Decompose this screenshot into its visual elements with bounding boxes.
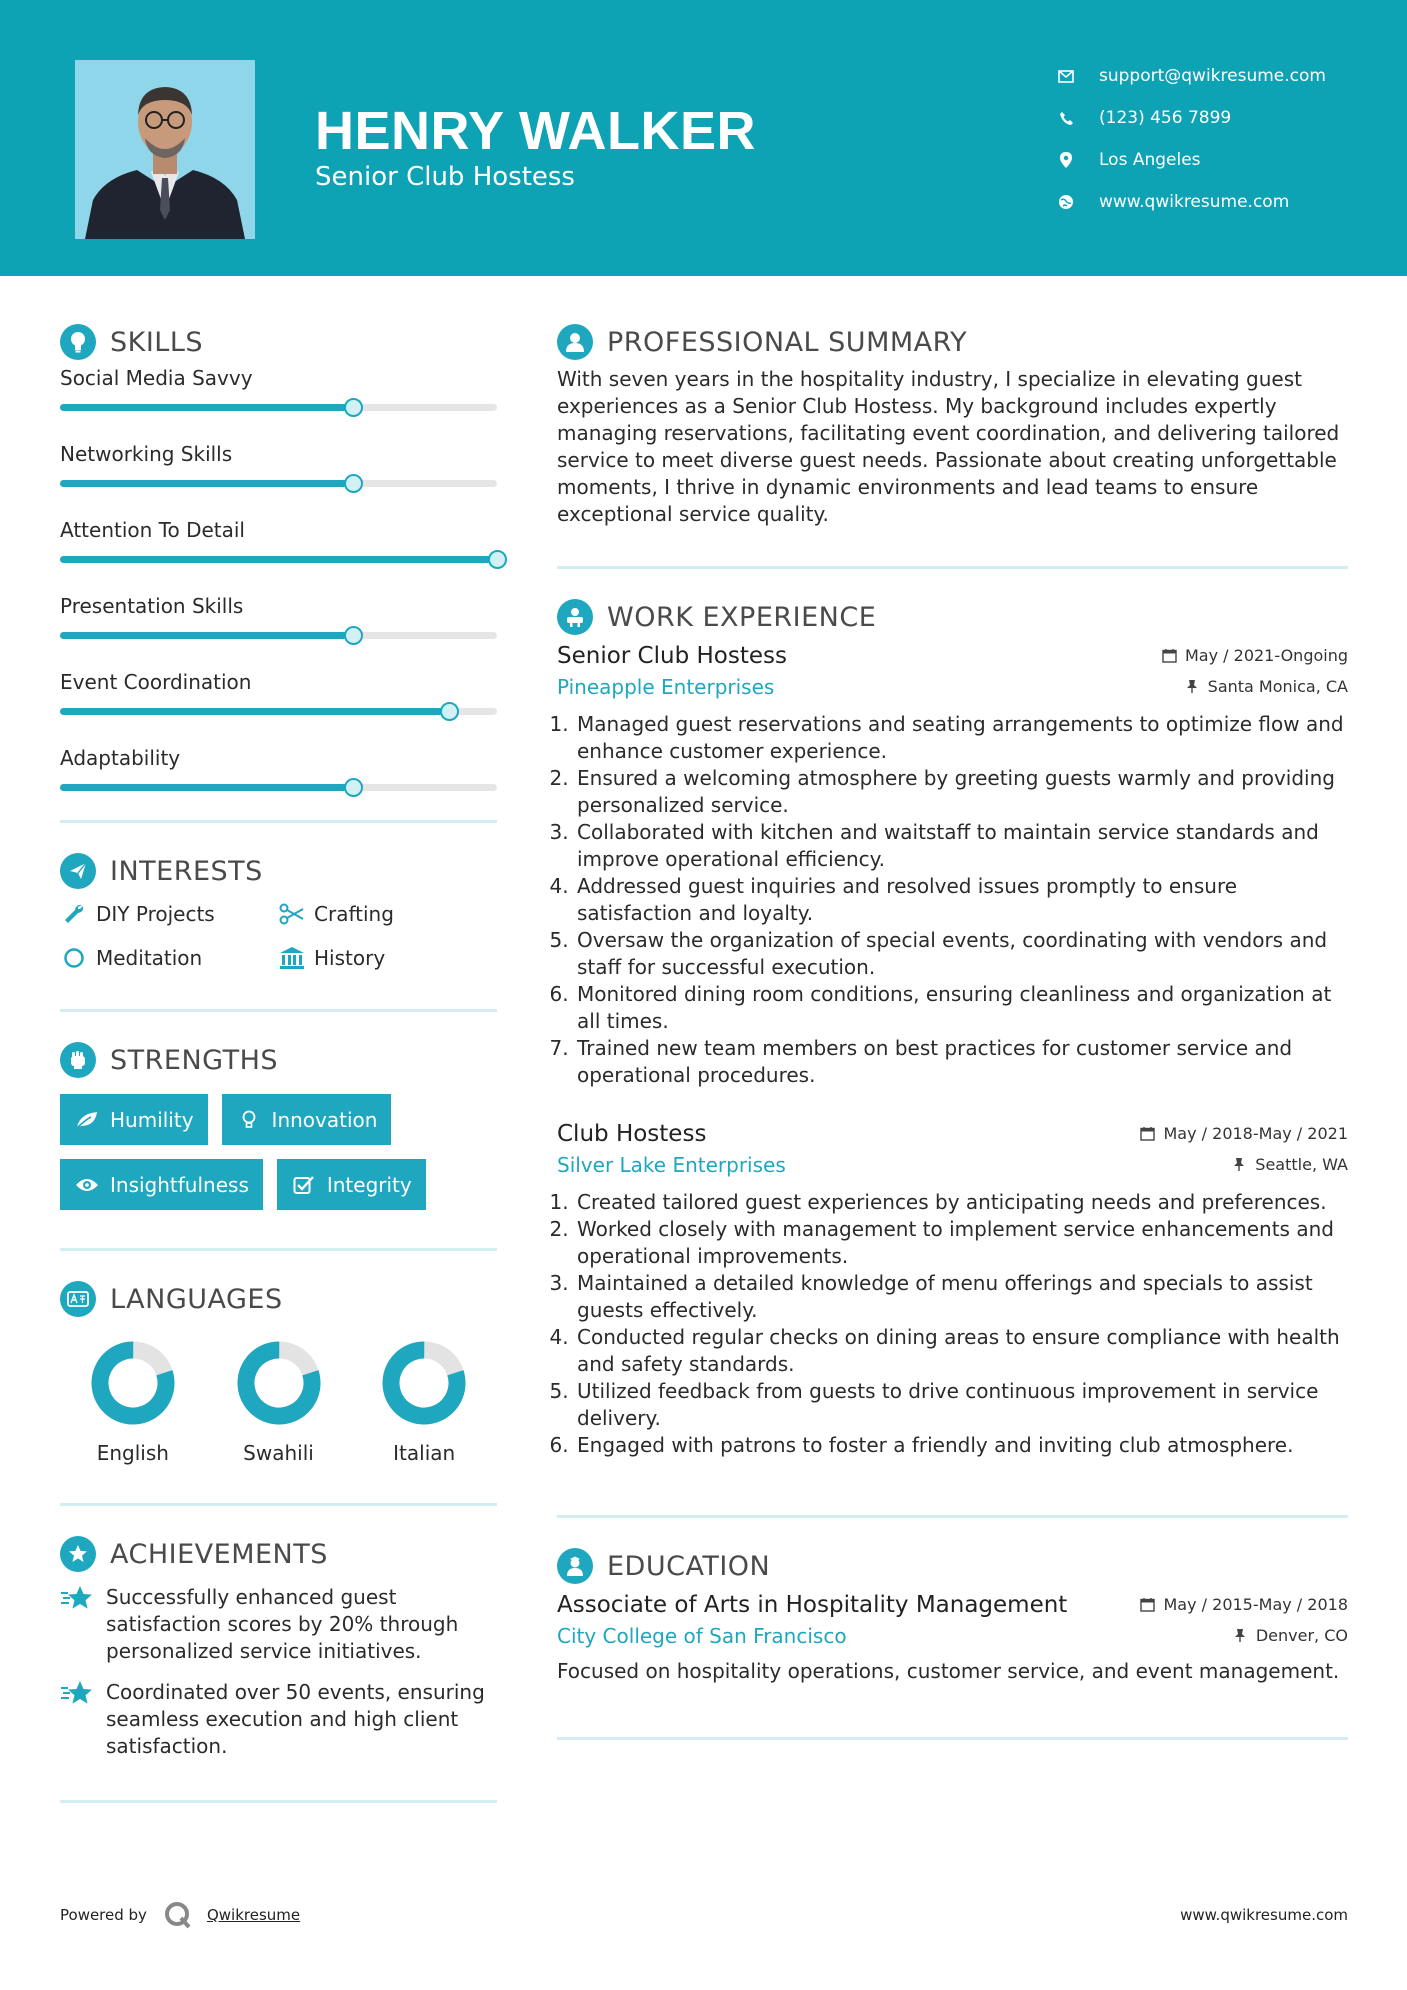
strength-tag xyxy=(277,1159,426,1210)
skill-bar-fill xyxy=(60,784,353,791)
strength-tag xyxy=(60,1094,208,1145)
job-entry xyxy=(557,1121,1348,1459)
achievements-heading xyxy=(60,1532,497,1576)
education-degree-row xyxy=(557,1592,1348,1618)
calendar-icon xyxy=(1161,648,1177,664)
interest-label: History xyxy=(314,946,386,970)
interest-item xyxy=(60,901,278,927)
contact-location xyxy=(1055,139,1326,181)
qwikresume-logo-icon xyxy=(163,1900,193,1930)
duty-item: 7. Trained new team members on best practices for customer service and operational procedures. xyxy=(575,1035,1348,1089)
achievement-item xyxy=(60,1679,497,1760)
section-divider xyxy=(60,820,497,823)
wrench-icon xyxy=(60,901,88,927)
scissors-icon xyxy=(278,901,306,927)
eye-icon xyxy=(74,1174,100,1196)
section-divider xyxy=(557,566,1348,569)
strength-label: Insightfulness xyxy=(110,1172,249,1197)
achievements-title: ACHIEVEMENTS xyxy=(110,1538,328,1570)
skill-name: Adaptability xyxy=(60,746,181,770)
skill-bar-knob xyxy=(488,550,507,569)
duty-item: 2. Worked closely with management to implement service enhancements and operational improvements. xyxy=(575,1216,1348,1270)
job-company: Silver Lake Enterprises xyxy=(557,1153,786,1177)
pushpin-icon xyxy=(1232,1628,1248,1644)
contact-email[interactable] xyxy=(1055,55,1326,97)
education-title: EDUCATION xyxy=(607,1550,771,1582)
language-item xyxy=(206,1339,352,1465)
strength-label: Humility xyxy=(110,1107,194,1132)
profile-photo xyxy=(75,60,255,239)
interest-label: Crafting xyxy=(314,902,394,926)
job-date xyxy=(1140,1124,1349,1143)
skill-bar xyxy=(60,632,497,639)
job-location-text: Santa Monica, CA xyxy=(1207,677,1348,696)
left-column xyxy=(60,320,497,1803)
brand-link[interactable]: Qwikresume xyxy=(206,1906,301,1924)
strengths-title: STRENGTHS xyxy=(110,1044,279,1076)
duty-item: 6. Engaged with patrons to foster a friendly and inviting club atmosphere. xyxy=(575,1432,1348,1459)
interest-item xyxy=(278,945,496,971)
job-company-row xyxy=(557,1153,1348,1177)
duty-item: 3. Collaborated with kitchen and waitstaff to maintain service standards and improve operational efficiency. xyxy=(575,819,1348,873)
strength-label: Innovation xyxy=(271,1107,378,1132)
skill-item xyxy=(60,366,497,430)
job-location-text: Seattle, WA xyxy=(1255,1155,1348,1174)
fist-icon xyxy=(60,1042,96,1078)
language-name: Swahili xyxy=(243,1441,314,1465)
duty-item: 1. Created tailored guest experiences by anticipating needs and preferences. xyxy=(575,1189,1348,1216)
strength-tag xyxy=(222,1094,392,1145)
achievement-item xyxy=(60,1584,497,1665)
powered-by-text: Powered by xyxy=(60,1906,147,1924)
language-name: Italian xyxy=(393,1441,456,1465)
check-square-icon xyxy=(291,1174,317,1196)
skills-list xyxy=(60,366,497,810)
language-name: English xyxy=(96,1441,169,1465)
education-description: Focused on hospitality operations, customer service, and event management. xyxy=(557,1659,1340,1683)
education-heading xyxy=(557,1544,1348,1588)
skill-item xyxy=(60,670,497,734)
contact-list xyxy=(1055,55,1326,223)
language-donut xyxy=(235,1339,323,1427)
calendar-icon xyxy=(1140,1126,1156,1142)
footer-powered-by xyxy=(60,1900,300,1930)
user-icon xyxy=(557,324,593,360)
skill-bar-fill xyxy=(60,556,497,563)
skill-bar xyxy=(60,404,497,411)
education-location-text: Denver, CO xyxy=(1255,1626,1348,1645)
skill-name: Event Coordination xyxy=(60,670,252,694)
experience-heading xyxy=(557,595,1348,639)
skill-name: Presentation Skills xyxy=(60,594,244,618)
skill-name: Social Media Savvy xyxy=(60,366,253,390)
job-company: Pineapple Enterprises xyxy=(557,675,775,699)
duty-item: 5. Utilized feedback from guests to drive continuous improvement in service delivery. xyxy=(575,1378,1348,1432)
education-school-row xyxy=(557,1624,1348,1648)
education-entry xyxy=(557,1592,1348,1685)
map-pin-icon xyxy=(1055,149,1077,171)
duty-item: 4. Conducted regular checks on dining areas to ensure compliance with health and safety standards. xyxy=(575,1324,1348,1378)
section-divider xyxy=(60,1800,497,1803)
education-degree: Associate of Arts in Hospitality Management xyxy=(557,1592,1068,1618)
duty-item: 5. Oversaw the organization of special events, coordinating with vendors and staff for successful execution. xyxy=(575,927,1348,981)
interests-title: INTERESTS xyxy=(110,855,263,887)
interest-item xyxy=(60,945,278,971)
skill-bar xyxy=(60,556,497,563)
skill-bar-knob xyxy=(440,702,459,721)
job-date xyxy=(1161,646,1348,665)
job-title-row xyxy=(557,1121,1348,1147)
skill-name: Networking Skills xyxy=(60,442,233,466)
language-item xyxy=(351,1339,497,1465)
skill-item xyxy=(60,746,497,810)
interest-label: Meditation xyxy=(96,946,203,970)
interests-heading xyxy=(60,849,497,893)
right-column xyxy=(557,320,1348,1740)
section-divider xyxy=(557,1515,1348,1518)
pushpin-icon xyxy=(1184,679,1200,695)
skill-bar-knob xyxy=(344,778,363,797)
skill-bar-knob xyxy=(344,398,363,417)
candidate-title: Senior Club Hostess xyxy=(315,162,575,192)
job-entry xyxy=(557,643,1348,1089)
duty-item: 1. Managed guest reservations and seating arrangements to optimize flow and enhance customer experience. xyxy=(575,711,1348,765)
job-date-text: May / 2021-Ongoing xyxy=(1185,646,1348,665)
skill-bar-fill xyxy=(60,404,353,411)
skills-heading xyxy=(60,320,497,364)
museum-icon xyxy=(278,945,306,971)
interests-list xyxy=(60,901,497,971)
skill-bar-fill xyxy=(60,480,353,487)
languages-list xyxy=(60,1339,497,1465)
contact-phone-text: (123) 456 7899 xyxy=(1099,108,1232,128)
contact-email-text: support@qwikresume.com xyxy=(1099,66,1326,86)
experience-title: WORK EXPERIENCE xyxy=(607,601,877,633)
duty-item: 4. Addressed guest inquiries and resolved issues promptly to ensure satisfaction and loyalty. xyxy=(575,873,1348,927)
strengths-heading xyxy=(60,1038,497,1082)
star-badge-icon xyxy=(60,1536,96,1572)
skill-item xyxy=(60,518,497,582)
duty-item: 6. Monitored dining room conditions, ensuring cleanliness and organization at all times. xyxy=(575,981,1348,1035)
skill-bar xyxy=(60,784,497,791)
skill-bar xyxy=(60,480,497,487)
interest-label: DIY Projects xyxy=(96,902,215,926)
job-title-row xyxy=(557,643,1348,669)
skill-name: Attention To Detail xyxy=(60,518,245,542)
leaf-icon xyxy=(74,1109,100,1131)
job-date-text: May / 2018-May / 2021 xyxy=(1163,1124,1348,1143)
interest-item xyxy=(278,901,496,927)
skills-title: SKILLS xyxy=(110,326,204,358)
language-item xyxy=(60,1339,206,1465)
skill-item xyxy=(60,442,497,506)
contact-location-text: Los Angeles xyxy=(1099,150,1201,170)
education-date xyxy=(1140,1595,1349,1614)
briefcase-icon xyxy=(557,599,593,635)
job-title: Club Hostess xyxy=(557,1121,707,1147)
skill-bar-knob xyxy=(344,474,363,493)
achievements-list xyxy=(60,1584,497,1760)
achievement-text: Successfully enhanced guest satisfaction scores by 20% through personalized service initiatives. xyxy=(106,1585,459,1663)
section-divider xyxy=(60,1009,497,1012)
education-school: City College of San Francisco xyxy=(557,1624,847,1648)
strengths-list xyxy=(60,1094,497,1210)
education-date-text: May / 2015-May / 2018 xyxy=(1163,1595,1348,1614)
languages-heading xyxy=(60,1277,497,1321)
calendar-icon xyxy=(1140,1597,1156,1613)
pushpin-icon xyxy=(1231,1157,1247,1173)
duty-item: 2. Ensured a welcoming atmosphere by greeting guests warmly and providing personalized service. xyxy=(575,765,1348,819)
summary-text: With seven years in the hospitality industry, I specialize in elevating guest experiences as a Senior Club Hostess. My background includes expertly managing reservations, facilitating event coordination, and delivering tailored service to meet diverse guest needs. Passionate about creating unforgettable moments, I thrive in dynamic environments and lead teams to ensure exceptional service quality. xyxy=(557,367,1340,526)
contact-website-text: www.qwikresume.com xyxy=(1099,192,1290,212)
lightbulb-icon xyxy=(60,324,96,360)
summary-title: PROFESSIONAL SUMMARY xyxy=(607,326,968,358)
section-divider xyxy=(60,1248,497,1251)
skill-bar-knob xyxy=(344,626,363,645)
job-location xyxy=(1231,1155,1348,1174)
globe-icon xyxy=(1055,191,1077,213)
graduate-icon xyxy=(557,1548,593,1584)
candidate-name: HENRY WALKER xyxy=(315,101,757,161)
duty-item: 3. Maintained a detailed knowledge of menu offerings and specials to assist guests effectively. xyxy=(575,1270,1348,1324)
job-company-row xyxy=(557,675,1348,699)
strength-tag xyxy=(60,1159,263,1210)
contact-website[interactable] xyxy=(1055,181,1326,223)
contact-phone[interactable] xyxy=(1055,97,1326,139)
job-location xyxy=(1184,677,1348,696)
star-icon xyxy=(60,1679,96,1715)
strength-label: Integrity xyxy=(326,1172,412,1197)
resume-header xyxy=(0,0,1407,276)
envelope-icon xyxy=(1055,65,1077,87)
job-duties xyxy=(557,711,1348,1089)
language-icon xyxy=(60,1281,96,1317)
job-title: Senior Club Hostess xyxy=(557,643,787,669)
education-location xyxy=(1232,1626,1348,1645)
language-donut xyxy=(380,1339,468,1427)
skill-item xyxy=(60,594,497,658)
phone-icon xyxy=(1055,107,1077,129)
summary-heading xyxy=(557,320,1348,364)
circle-icon xyxy=(60,945,88,971)
languages-title: LANGUAGES xyxy=(110,1283,283,1315)
language-donut xyxy=(89,1339,177,1427)
footer-url[interactable]: www.qwikresume.com xyxy=(1180,1906,1348,1924)
skill-bar-fill xyxy=(60,632,353,639)
achievement-text: Coordinated over 50 events, ensuring seamless execution and high client satisfaction. xyxy=(106,1680,485,1758)
paper-plane-icon xyxy=(60,853,96,889)
section-divider xyxy=(60,1503,497,1506)
skill-bar-fill xyxy=(60,708,449,715)
job-duties xyxy=(557,1189,1348,1459)
star-icon xyxy=(60,1584,96,1620)
lightbulb-icon xyxy=(236,1109,262,1131)
section-divider xyxy=(557,1737,1348,1740)
skill-bar xyxy=(60,708,497,715)
